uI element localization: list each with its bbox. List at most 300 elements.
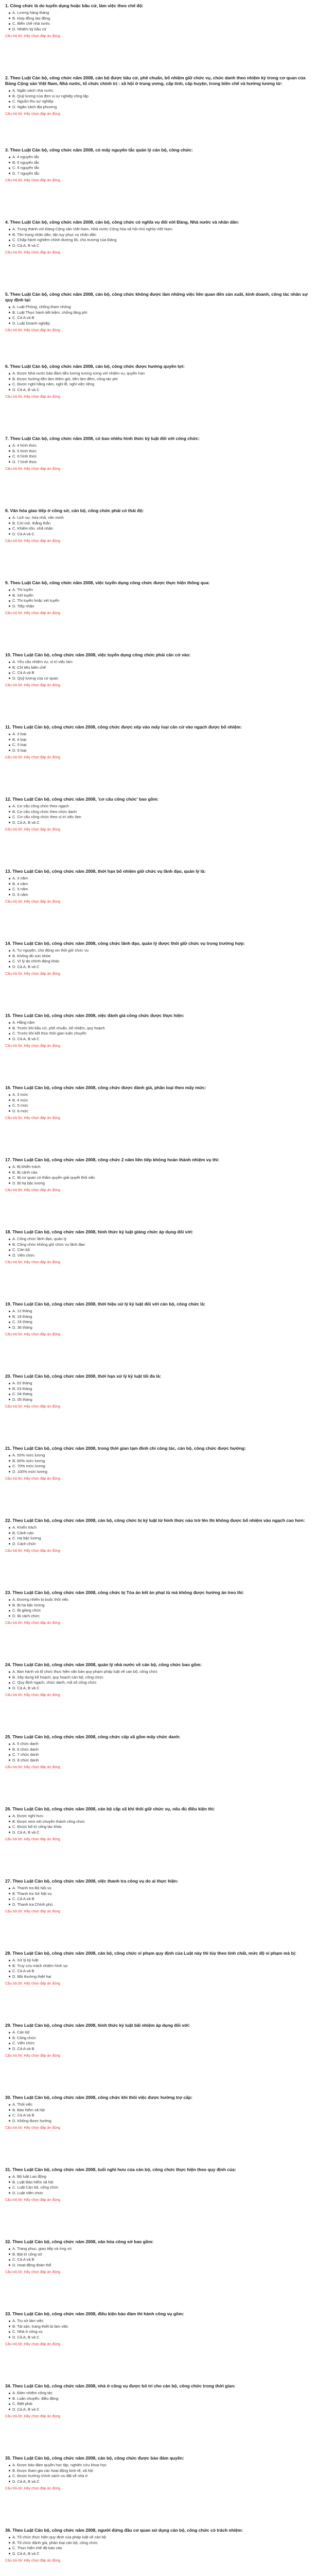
option-item[interactable] [9,1830,312,1836]
option-item[interactable] [9,2257,312,2263]
option-item[interactable] [9,243,312,249]
option-item[interactable] [9,2185,312,2191]
option-text: C. Nguồn thu sự nghiệp [12,99,54,104]
option-item[interactable] [9,1309,312,1314]
option-item[interactable] [9,1669,312,1675]
question-title: 19. Theo Luật Cán bộ, công chức năm 2008, thời hiệu xử lý kỷ luật đối với cán bộ, công chức là: [5,1301,206,1307]
option-item[interactable] [9,2535,312,2540]
option-item[interactable] [9,2180,312,2185]
option-item[interactable] [9,2318,312,2324]
option-item[interactable] [9,449,312,454]
question-title: 23. Theo Luật Cán bộ, công chức năm 2008, công chức bị Tòa án kết án phạt tù mà không được hưởng án treo thì: [5,1590,244,1595]
option-item[interactable] [9,1170,312,1176]
option-item[interactable] [9,2036,312,2041]
option-text: D. Cả A, B và C [12,1036,40,1041]
option-item[interactable] [9,1164,312,1170]
bullet-icon [9,1244,10,1245]
option-item[interactable] [9,2391,312,2396]
bullet-icon [9,2120,10,2122]
bullet-icon [9,739,10,740]
bullet-icon [9,2476,10,2477]
option-item[interactable] [9,1026,312,1031]
option-item[interactable] [9,2396,312,2402]
option-item[interactable] [9,598,312,604]
answer-hint: Câu trả lời: Hãy chọn đáp án đúng [5,1261,60,1264]
bullet-icon [9,2192,10,2194]
option-text: D. Cả A và B [12,2046,34,2051]
option-item[interactable] [9,1325,312,1331]
option-item[interactable] [9,1103,312,1109]
option-item[interactable] [9,1386,312,1392]
option-item[interactable] [9,1253,312,1259]
option-text: A. Hằng năm [12,1020,35,1025]
option-text: C. Được hưởng chính sách ưu đãi về nhà ở [12,2473,88,2478]
option-item[interactable] [9,809,312,815]
option-item[interactable] [9,1469,312,1475]
options-list [5,1164,312,1186]
option-item[interactable] [9,232,312,238]
option-item[interactable] [9,2551,312,2557]
option-item[interactable] [9,2046,312,2052]
options-list [5,2535,312,2556]
option-item[interactable] [9,2191,312,2196]
option-item[interactable] [9,521,312,527]
option-item[interactable] [9,1891,312,1897]
option-text: C. Cả A và B [12,2257,34,2262]
option-item[interactable] [9,1824,312,1830]
question-title: 20. Theo Luật Cán bộ, công chức năm 2008, thời hạn xử lý kỷ luật tối đa là: [5,1374,162,1379]
question-block [5,2311,312,2383]
option-item[interactable] [9,2113,312,2119]
option-item[interactable] [9,2546,312,2551]
bullet-icon [9,528,10,530]
option-text: B. Tổ chức đánh giá, phân loại cán bộ, công chức [12,2540,98,2545]
options-list [5,1669,312,1691]
option-text: D. 6 năm [12,892,28,897]
bullet-icon [9,1038,10,1040]
bullet-icon [9,1460,10,1462]
bullet-icon [9,445,10,447]
option-item[interactable] [9,815,312,820]
bullet-icon [9,744,10,746]
option-item[interactable] [9,732,312,737]
bullet-icon [9,1604,10,1606]
option-item[interactable] [9,21,312,27]
option-item[interactable] [9,1536,312,1541]
question-title: 31. Theo Luật Cán bộ, công chức năm 2008, tuổi nghỉ hưu của cán bộ, công chức thực hiện theo quy định của: [5,2167,236,2172]
option-text: C. 24 tháng [12,1319,32,1324]
option-item[interactable] [9,2246,312,2252]
option-item[interactable] [9,1680,312,1686]
option-item[interactable] [9,1814,312,1819]
answer-hint: Câu trả lời: Hãy chọn đáp án đúng [5,1405,60,1409]
option-item[interactable] [9,99,312,105]
option-text: A. Xử lý kỷ luật [12,1958,39,1962]
options-list [5,876,312,897]
option-item[interactable] [9,160,312,166]
option-item[interactable] [9,820,312,826]
option-item[interactable] [9,742,312,748]
option-item[interactable] [9,1608,312,1614]
option-item[interactable] [9,2335,312,2341]
bullet-icon [9,2409,10,2410]
options-list [5,2391,312,2412]
bullet-icon [9,1821,10,1822]
option-item[interactable] [9,1614,312,1619]
bullet-icon [9,1893,10,1894]
bullet-icon [9,1976,10,1977]
option-item[interactable] [9,1381,312,1386]
answer-hint: Câu trả lời: Hãy chọn đáp án đúng [5,828,60,832]
question-block [5,364,312,436]
bullet-icon [9,157,10,158]
option-item[interactable] [9,2540,312,2546]
option-item[interactable] [9,804,312,809]
option-item[interactable] [9,892,312,898]
option-item[interactable] [9,1752,312,1758]
bullet-icon [9,2032,10,2033]
answer-hint: Câu trả lời: Hãy chọn đáp án đúng [5,112,60,116]
option-item[interactable] [9,1531,312,1536]
option-item[interactable] [9,954,312,959]
bullet-icon [9,1394,10,1395]
option-text: C. Bị cơ quan có thẩm quyền giải quyết thôi việc [12,1175,95,1180]
option-item[interactable] [9,1896,312,1902]
bullet-icon [9,2320,10,2322]
option-text: B. Luân chuyển, điều động [12,2396,59,2401]
answer-hint: Câu trả lời: Hãy chọn đáp án đúng [5,1766,60,1769]
option-item[interactable] [9,460,312,465]
bullet-icon [9,312,10,313]
option-item[interactable] [9,304,312,310]
option-item[interactable] [9,155,312,160]
option-item[interactable] [9,1958,312,1963]
bullet-icon [9,2403,10,2405]
question-block [5,2383,312,2455]
option-item[interactable] [9,321,312,327]
option-item[interactable] [9,1886,312,1891]
question-block [5,724,312,796]
option-item[interactable] [9,1603,312,1608]
option-item[interactable] [9,382,312,387]
question-block [5,2023,312,2095]
option-item[interactable] [9,454,312,460]
option-text: C. Cả A và B [12,670,34,675]
bullet-icon [9,2248,10,2250]
option-text: D. Luật Viên chức [12,2190,43,2195]
option-text: B. Chỉ tiêu biên chế [12,665,46,670]
option-item[interactable] [9,887,312,892]
bullet-icon [9,2542,10,2544]
option-item[interactable] [9,371,312,377]
option-item[interactable] [9,2463,312,2468]
option-item[interactable] [9,1453,312,1459]
option-text: C. Thi tuyển hoặc xét tuyển [12,598,60,603]
option-item[interactable] [9,443,312,449]
option-item[interactable] [9,1741,312,1747]
option-item[interactable] [9,1236,312,1242]
bullet-icon [9,1255,10,1256]
option-item[interactable] [9,2252,312,2258]
option-item[interactable] [9,1819,312,1825]
bullet-icon [9,307,10,308]
option-text: D. Cả A, B và C [12,2334,40,2340]
option-item[interactable] [9,88,312,94]
option-text: B. Cảnh cáo [12,1530,34,1535]
option-item[interactable] [9,105,312,110]
bullet-icon [9,822,10,823]
option-item[interactable] [9,10,312,16]
question-title: 33. Theo Luật Cán bộ, công chức năm 2008, điều kiện bảo đảm thi hành công vụ gồm: [5,2311,184,2316]
option-item[interactable] [9,604,312,609]
option-text: C. Bị giáng chức [12,1608,41,1613]
options-list [5,2318,312,2340]
option-item[interactable] [9,2401,312,2407]
option-text: D. 6 mức [12,1108,28,1113]
option-item[interactable] [9,2329,312,2335]
bullet-icon [9,1110,10,1112]
bullet-icon [9,2264,10,2266]
option-item[interactable] [9,2174,312,2180]
bullet-icon [9,672,10,674]
option-text: C. Nhà ở công vụ [12,2329,43,2334]
option-item[interactable] [9,2263,312,2268]
option-item[interactable] [9,238,312,243]
options-list [5,1814,312,1835]
option-item[interactable] [9,165,312,171]
question-title: 16. Theo Luật Cán bộ, công chức năm 2008, công chức được đánh giá, phân loại theo mấy mức: [5,1085,206,1090]
options-list [5,1381,312,1402]
question-block [5,1662,312,1734]
bullet-icon [9,966,10,968]
bullet-icon [9,234,10,235]
bullet-icon [9,2398,10,2399]
option-item[interactable] [9,2479,312,2485]
bullet-icon [9,1543,10,1545]
option-item[interactable] [9,310,312,316]
question-block [5,1590,312,1662]
bullet-icon [9,1971,10,1972]
bullet-icon [9,1105,10,1107]
bullet-icon [9,1094,10,1096]
option-item[interactable] [9,959,312,964]
option-item[interactable] [9,659,312,665]
option-item[interactable] [9,526,312,532]
option-text: A. Trung thành với Đảng Cộng sản Việt Nam, Nhà nước Cộng hòa xã hội chủ nghĩa Việt Nam [12,227,173,231]
option-item[interactable] [9,315,312,321]
option-text: A. 4 nguyên tắc [12,155,40,159]
option-item[interactable] [9,1397,312,1403]
option-item[interactable] [9,2030,312,2036]
option-item[interactable] [9,2407,312,2413]
bullet-icon [9,229,10,230]
option-item[interactable] [9,1969,312,1974]
option-item[interactable] [9,593,312,599]
bullet-icon [9,878,10,879]
option-item[interactable] [9,2473,312,2479]
options-list [5,1741,312,1763]
option-text: B. Cơ cấu công chức theo chức danh [12,809,77,814]
answer-hint: Câu trả lời: Hãy chọn đáp án đúng [5,1621,60,1625]
bullet-icon [9,1321,10,1323]
question-title: 21. Theo Luật Cán bộ, công chức năm 2008, trong thời gian tạm đình chỉ công tác, cán bộ, công chức được hưởng: [5,1446,246,1451]
question-title: 10. Theo Luật Cán bộ, công chức năm 2008, việc tuyển dụng công chức phải căn cứ vào: [5,652,191,657]
option-item[interactable] [9,387,312,393]
option-item[interactable] [9,1181,312,1187]
option-item[interactable] [9,1675,312,1681]
bullet-icon [9,2048,10,2049]
option-text: D. 8 chức danh [12,1757,39,1762]
question-title: 3. Theo Luật Cán bộ, công chức năm 2008, có mấy nguyên tắc quản lý cán bộ, công chức: [5,147,193,152]
bullet-icon [9,1832,10,1833]
option-item[interactable] [9,2119,312,2124]
bullet-icon [9,1527,10,1529]
question-title: 6. Theo Luật Cán bộ, công chức năm 2008, cán bộ, công chức được hưởng quyền lợi: [5,364,185,369]
option-item[interactable] [9,1686,312,1691]
option-item[interactable] [9,2102,312,2108]
question-title: 34. Theo Luật Cán bộ, công chức năm 2008, nhà ở công vụ được bố trí cho cán bộ, công chức trong thời gian: [5,2383,236,2388]
option-text: A. Khiển trách [12,1525,37,1530]
bullet-icon [9,1965,10,1967]
option-text: D. Bị cách chức [12,1613,40,1618]
option-item[interactable] [9,2108,312,2113]
option-text: C. Viên chức [12,2041,35,2045]
option-item[interactable] [9,16,312,22]
option-item[interactable] [9,2041,312,2046]
option-item[interactable] [9,1098,312,1104]
bullet-icon [9,373,10,375]
question-block [5,1374,312,1446]
bullet-icon [9,1099,10,1101]
option-item[interactable] [9,670,312,676]
option-item[interactable] [9,1175,312,1181]
option-text: B. Quỹ lương của đơn vị sự nghiệp công lập [12,93,89,98]
option-item[interactable] [9,94,312,99]
option-item[interactable] [9,948,312,954]
answer-hint: Câu trả lời: Hãy chọn đáp án đúng [5,756,60,759]
option-text: D. Hoạt động đoàn thể [12,2262,51,2267]
option-item[interactable] [9,1597,312,1603]
option-item[interactable] [9,1541,312,1547]
option-item[interactable] [9,1464,312,1469]
option-item[interactable] [9,1092,312,1098]
option-text: D. Thanh tra Chính phủ [12,1902,53,1907]
answer-hint: Câu trả lời: Hãy chọn đáp án đúng [5,1549,60,1553]
option-item[interactable] [9,515,312,521]
question-block [5,941,312,1013]
option-text: A. Công chức lãnh đạo, quản lý [12,1236,67,1241]
bullet-icon [9,378,10,380]
option-item[interactable] [9,748,312,754]
bullet-icon [9,1172,10,1173]
bullet-icon [9,1888,10,1889]
question-title: 8. Văn hóa giao tiếp ở công sở, cán bộ, công chức phải có thái độ: [5,508,144,513]
option-item[interactable] [9,1392,312,1397]
bullet-icon [9,1960,10,1961]
question-title: 22. Theo Luật Cán bộ, công chức năm 2008, cán bộ, công chức bị kỷ luật từ hình thức nào trở lên thì không được bổ nhiệm vào ngạch cao hơn: [5,1518,305,1523]
option-item[interactable] [9,587,312,593]
question-block [5,1085,312,1157]
question-title: 5. Theo Luật Cán bộ, công chức năm 2008, cán bộ, công chức không được làm những việc liên quan đến sản xuất, kinh doanh, công tác nhân sự quy định tại: [5,292,308,302]
option-item[interactable] [9,2468,312,2474]
bullet-icon [9,2187,10,2189]
bullet-icon [9,522,10,524]
option-item[interactable] [9,1247,312,1253]
option-item[interactable] [9,676,312,682]
option-item[interactable] [9,532,312,537]
option-text: C. Thực hiện chế độ báo cáo [12,2546,62,2550]
bullet-icon [9,2115,10,2116]
option-text: A. Thanh tra Bộ Nội vụ [12,1886,51,1890]
option-item[interactable] [9,171,312,177]
option-item[interactable] [9,1037,312,1042]
option-item[interactable] [9,1758,312,1764]
option-item[interactable] [9,1747,312,1753]
options-list [5,2030,312,2052]
option-item[interactable] [9,1020,312,1026]
option-text: B. 5 nguyên tắc [12,160,40,165]
option-item[interactable] [9,1242,312,1248]
option-text: D. Tiếp nhận [12,603,34,608]
option-text: C. Hạ bậc lương [12,1536,41,1540]
bullet-icon [9,2037,10,2039]
option-item[interactable] [9,964,312,970]
option-item[interactable] [9,2324,312,2330]
option-text: A. Trang phục, giao tiếp và ứng xử [12,2246,72,2251]
question-block [5,2167,312,2239]
option-item[interactable] [9,1031,312,1037]
options-list [5,1309,312,1330]
option-item[interactable] [9,1319,312,1325]
answer-hint: Câu trả lời: Hãy chọn đáp án đúng [5,2054,60,2058]
option-item[interactable] [9,1902,312,1908]
option-item[interactable] [9,27,312,32]
bullet-icon [9,2336,10,2338]
option-item[interactable] [9,227,312,232]
option-text: D. Cả A và C [12,531,34,536]
option-text: A. 4 hình thức [12,443,37,448]
option-item[interactable] [9,665,312,671]
option-item[interactable] [9,882,312,887]
option-text: B. Thanh tra Sở Nội vụ [12,1891,52,1896]
bullet-icon [9,2331,10,2333]
bullet-icon [9,1383,10,1384]
option-item[interactable] [9,1525,312,1531]
question-block [5,1734,312,1806]
option-item[interactable] [9,377,312,382]
question-block [5,508,312,580]
bullet-icon [9,167,10,169]
option-item[interactable] [9,1314,312,1320]
option-text: D. Cả A, B và C [12,243,40,248]
option-text: A. Tự nguyện, chủ động xin thôi giữ chức vụ [12,948,89,953]
bullet-icon [9,1466,10,1467]
option-item[interactable] [9,1459,312,1464]
bullet-icon [9,245,10,246]
option-item[interactable] [9,1109,312,1114]
option-item[interactable] [9,876,312,882]
option-item[interactable] [9,737,312,743]
option-text: C. Khiêm tốn, nhã nhặn [12,526,53,531]
question-title: 29. Theo Luật Cán bộ, công chức năm 2008, hình thức kỷ luật bãi nhiệm áp dụng đối với: [5,2023,190,2028]
option-item[interactable] [9,1963,312,1969]
bullet-icon [9,1399,10,1400]
option-text: B. Hợp đồng lao động [12,15,50,21]
answer-hint: Câu trả lời: Hãy chọn đáp án đúng [5,2126,60,2130]
option-item[interactable] [9,1974,312,1980]
question-block [5,1301,312,1374]
question-block [5,1157,312,1229]
